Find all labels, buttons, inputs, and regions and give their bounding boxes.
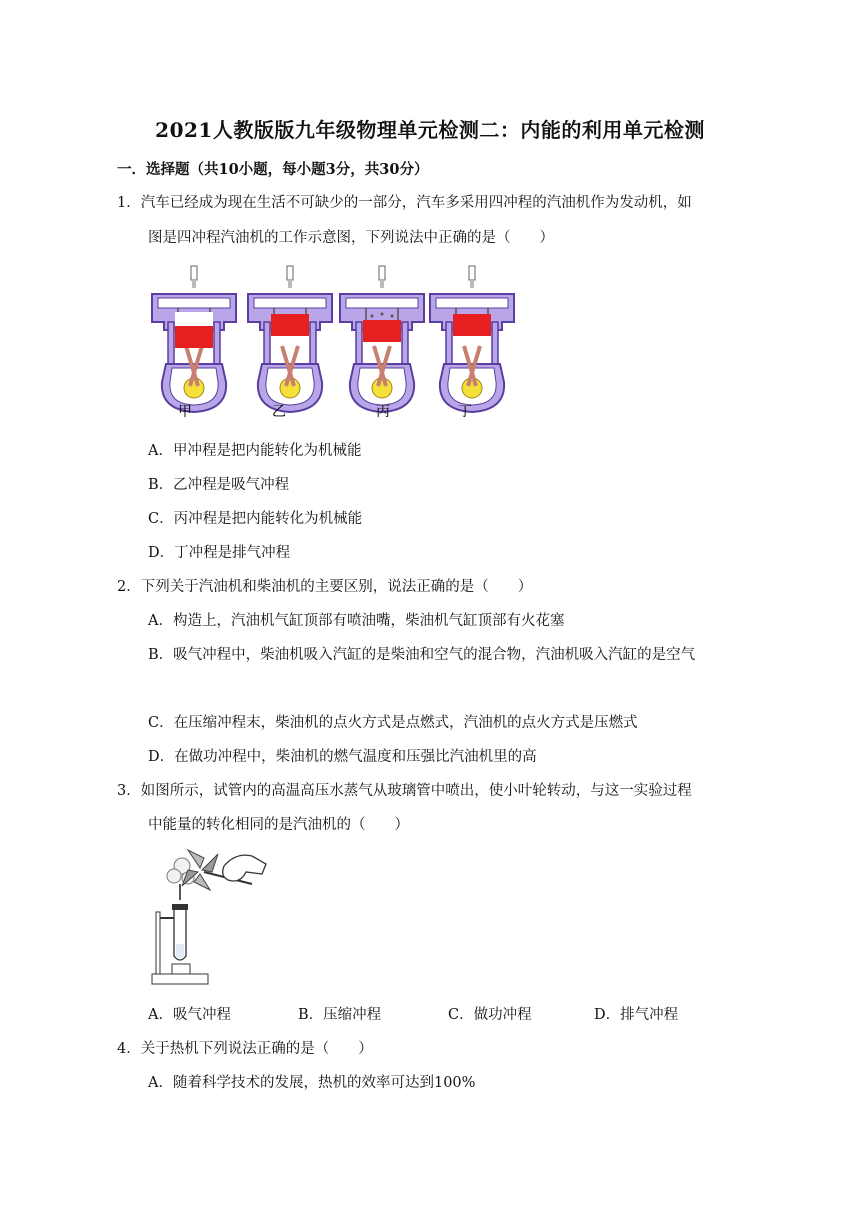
q4-option-a: A．随着科学技术的发展，热机的效率可达到100% bbox=[148, 1075, 476, 1091]
q3-option-b: B．压缩冲程 bbox=[298, 1007, 382, 1023]
label-yi: 乙 bbox=[272, 404, 286, 420]
q1-option-a: A．甲冲程是把内能转化为机械能 bbox=[148, 443, 362, 459]
question-4-line-1: 4．关于热机下列说法正确的是（ ） bbox=[117, 1041, 373, 1057]
q2-option-d: D．在做功冲程中，柴油机的燃气温度和压强比汽油机里的高 bbox=[148, 749, 537, 765]
q2-option-a: A．构造上，汽油机气缸顶部有喷油嘴，柴油机气缸顶部有火花塞 bbox=[148, 613, 565, 629]
question-2-line-1: 2．下列关于汽油机和柴油机的主要区别，说法正确的是（ ） bbox=[117, 579, 533, 595]
engine-strokes-figure bbox=[148, 264, 528, 424]
q1-option-b: B．乙冲程是吸气冲程 bbox=[148, 477, 290, 493]
label-jia: 甲 bbox=[178, 404, 192, 420]
q3-option-d: D．排气冲程 bbox=[594, 1007, 679, 1023]
page-title: 2021人教版版九年级物理单元检测二：内能的利用单元检测 bbox=[155, 118, 705, 142]
question-1-line-1: 1．汽车已经成为现在生活不可缺少的一部分，汽车多采用四冲程的汽油机作为发动机，如 bbox=[117, 195, 692, 211]
q2-option-c: C．在压缩冲程末，柴油机的点火方式是点燃式，汽油机的点火方式是压燃式 bbox=[148, 715, 638, 731]
question-1-line-2: 图是四冲程汽油机的工作示意图，下列说法中正确的是（ ） bbox=[148, 230, 554, 246]
q2-option-b: B．吸气冲程中，柴油机吸入汽缸的是柴油和空气的混合物，汽油机吸入汽缸的是空气 bbox=[148, 647, 696, 663]
q1-option-c: C．丙冲程是把内能转化为机械能 bbox=[148, 511, 363, 527]
section-heading: 一．选择题（共10小题，每小题3分，共30分） bbox=[117, 161, 429, 178]
label-bing: 丙 bbox=[376, 404, 390, 420]
question-3-line-2: 中能量的转化相同的是汽油机的（ ） bbox=[148, 817, 409, 833]
q3-option-a: A．吸气冲程 bbox=[148, 1007, 231, 1023]
q3-option-c: C．做功冲程 bbox=[448, 1007, 532, 1023]
label-ding: 丁 bbox=[458, 404, 472, 420]
q1-option-d: D．丁冲程是排气冲程 bbox=[148, 545, 291, 561]
test-tube-pinwheel-figure bbox=[148, 844, 278, 990]
question-3-line-1: 3．如图所示，试管内的高温高压水蒸气从玻璃管中喷出，使小叶轮转动，与这一实验过程 bbox=[117, 783, 692, 799]
